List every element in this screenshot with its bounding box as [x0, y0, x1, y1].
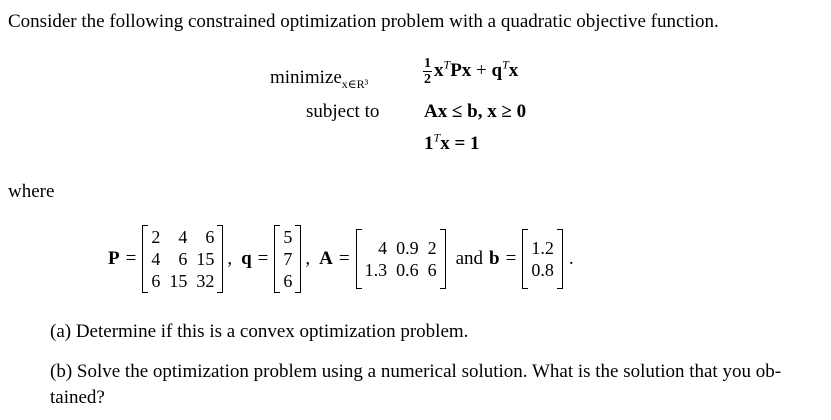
q-vector-grid: [280, 225, 295, 293]
equals-sign: =: [257, 248, 269, 269]
matrix-entry: 4: [151, 249, 161, 269]
equals-sign: =: [125, 248, 137, 269]
equals-sign: =: [505, 248, 517, 269]
matrix-entry: 2: [427, 238, 437, 258]
P-matrix: [142, 225, 223, 293]
q-vector: [274, 225, 301, 293]
matrix-entry: 6: [427, 260, 437, 280]
matrix-entry: 1.3: [364, 260, 388, 280]
and-text: and: [455, 248, 484, 269]
objective-expression: $\frac{1}{2}$ $x^TPx + q^Tx$: [424, 56, 519, 87]
comma: ,: [305, 248, 311, 269]
P-matrix-grid: [148, 225, 217, 293]
minimize-label: minimize$_{x\in R^3}$: [270, 67, 369, 91]
matrix-entry: 5: [283, 227, 293, 247]
question-a: (a) Determine if this is a convex optimization problem.: [50, 321, 469, 342]
b-vector-grid: [528, 229, 557, 289]
q-label: q: [241, 248, 252, 269]
matrix-entry: 1.2: [531, 238, 554, 258]
matrix-entry: 6: [205, 227, 215, 247]
b-label: b: [489, 248, 500, 269]
period: .: [568, 248, 574, 269]
matrix-entry: 0.6: [396, 260, 419, 280]
matrix-entry: 15: [196, 249, 215, 269]
matrix-entry: 4: [178, 227, 188, 247]
subject-to-label: subject to: [306, 101, 380, 122]
b-vector: [522, 229, 563, 289]
matrix-entry: 2: [151, 227, 161, 247]
matrix-entry: 6: [178, 249, 188, 269]
matrix-entry: 0.9: [396, 238, 419, 258]
comma: ,: [227, 248, 233, 269]
matrix-entry: 32: [196, 271, 215, 291]
equals-sign: =: [338, 248, 350, 269]
matrix-entry: 0.8: [531, 260, 554, 280]
A-matrix-grid: [362, 229, 440, 289]
question-b: (b) Solve the optimization problem using a numerical solution. What is the solution that you ob-: [50, 361, 782, 382]
one-half-fraction: $\frac{1}{2}$: [424, 56, 431, 87]
P-label: P: [108, 248, 120, 269]
A-label: A: [319, 248, 333, 269]
matrix-entry: 7: [283, 249, 293, 269]
matrix-entry: 4: [378, 238, 388, 258]
constraint-equality: $1^Tx = 1$: [424, 130, 480, 154]
intro-text: Consider the following constrained optimization problem with a quadratic objective function.: [8, 11, 719, 32]
question-b-continued: tained?: [50, 387, 105, 408]
matrix-entry: 6: [283, 271, 293, 291]
matrix-definitions: [108, 220, 574, 298]
matrix-entry: 6: [151, 271, 161, 291]
A-matrix: [356, 229, 446, 289]
matrix-entry: 15: [169, 271, 188, 291]
constraint-inequality: Ax ≤ b, x ≥ 0: [424, 101, 527, 122]
where-label: where: [8, 181, 55, 202]
